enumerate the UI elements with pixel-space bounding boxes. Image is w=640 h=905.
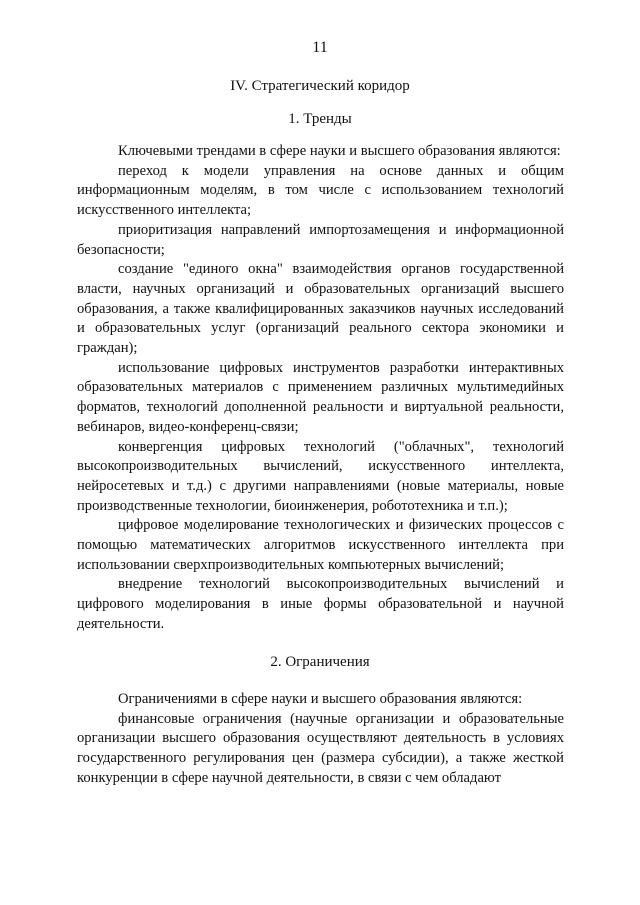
trend-single-window-paragraph: создание "единого окна" взаимодействия органов государственной власти, научных организаций и образовательных организаций высшего образования, а также квалифицированных заказчиков научных исследований и образовательных услуг (организаций реального сектора экономики и граждан); (77, 261, 564, 357)
trend-hpc-adoption-paragraph: внедрение технологий высокопроизводительных вычислений и цифрового моделирования в иные формы образовательной и научной деятельности. (77, 576, 564, 632)
subheading-trends: 1. Тренды (288, 111, 352, 127)
trend-data-driven-paragraph: переход к модели управления на основе данных и общим информационным моделям, в том числе с использованием технологий искусственного интеллекта; (77, 162, 564, 219)
trend-import-substitution-paragraph: приоритизация направлений импортозамещения и информационной безопасности; (77, 221, 564, 258)
section-heading: IV. Стратегический коридор (230, 78, 410, 94)
limitations-body (77, 690, 564, 789)
trends-body (77, 142, 564, 635)
trends-intro-paragraph: Ключевыми трендами в сфере науки и высшего образования являются: (118, 143, 561, 159)
trend-digital-modeling-paragraph: цифровое моделирование технологических и физических процессов с помощью математических алгоритмов искусственного интеллекта при использовании сверхпроизводительных компьютерных вычислений; (77, 517, 564, 573)
trend-convergence-paragraph: конвергенция цифровых технологий ("облачных", технологий высокопроизводительных вычислений, искусственного интеллекта, нейросетевых и т.д.) с другими направлениями (новые материалы, новые производственные технологии, биоинженерия, робототехника и т.п.); (77, 438, 564, 514)
limitation-financial-paragraph: финансовые ограничения (научные организации и образовательные организации высшего образования осуществляют деятельность в условиях государственного регулирования цен (размера субсидии), а также жесткой конкуренции в сфере научной деятельности, в связи с чем обладают (77, 710, 564, 786)
limitations-intro-paragraph: Ограничениями в сфере науки и высшего образования являются: (118, 691, 523, 707)
trend-digital-tools-paragraph: использование цифровых инструментов разработки интерактивных образовательных материалов с применением различных мультимедийных форматов, технологий дополненной реальности и виртуальной реальности, вебинаров, видео-конференц-связи; (77, 359, 564, 435)
page-number: 11 (312, 39, 328, 56)
subheading-limitations: 2. Ограничения (270, 654, 370, 670)
